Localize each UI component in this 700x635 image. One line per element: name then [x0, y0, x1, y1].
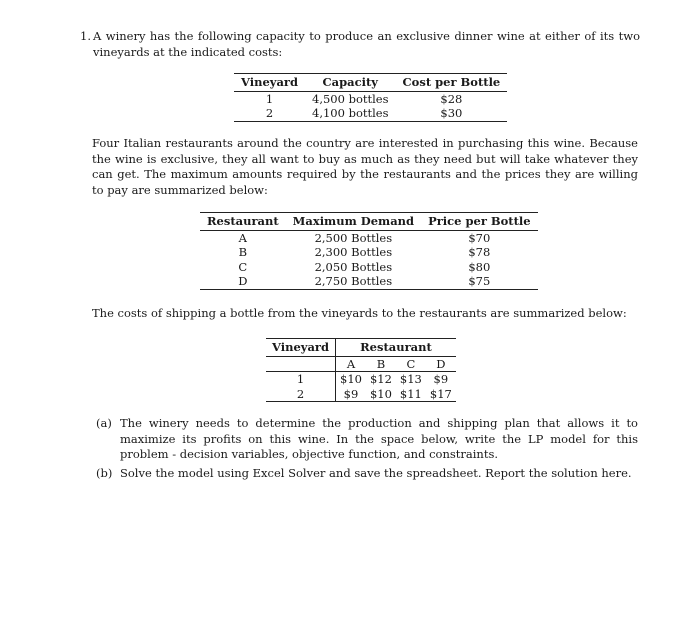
column-header: Price per Bottle: [421, 213, 538, 231]
part-label: (b): [96, 466, 113, 480]
table-cell: D: [200, 274, 286, 289]
column-header: Capacity: [305, 74, 396, 92]
table-cell: $10: [340, 372, 362, 386]
problem-number: 1.: [80, 29, 91, 43]
table-header-row: [266, 339, 456, 357]
table-cell: $78: [468, 245, 491, 259]
column-header: Restaurant: [200, 213, 286, 231]
table-cell: 2,500 Bottles: [314, 230, 393, 245]
restaurant-demand-table: [200, 212, 538, 290]
table-cell: $9: [336, 387, 366, 402]
table-header-row: [200, 213, 538, 231]
table-cell: 2: [234, 106, 305, 121]
shipping-paragraph: The costs of shipping a bottle from the vineyards to the restaurants are summarized below:: [92, 306, 627, 320]
table-cell-empty: [266, 356, 336, 372]
table-row: [234, 91, 507, 106]
problem-intro-text: A winery has the following capacity to produce an exclusive dinner wine at either of its two vineyards at the indicated costs:: [93, 29, 640, 59]
table-cell: 1: [265, 91, 274, 106]
column-header: Maximum Demand: [286, 213, 421, 231]
column-header: C: [396, 356, 426, 372]
table-cell: $13: [399, 372, 422, 386]
part-b: [96, 466, 638, 482]
table-cell: $28: [440, 91, 463, 106]
table-row: [200, 245, 538, 260]
table-row: [266, 387, 456, 402]
table-row: [200, 274, 538, 289]
vineyard-label: 2: [266, 387, 336, 402]
table-cell: $75: [421, 274, 538, 289]
table-cell: 4,500 bottles: [312, 91, 389, 106]
table-row: [200, 230, 538, 245]
restaurants-paragraph: Four Italian restaurants around the country are interested in purchasing this wine. Because the wine is exclusive, they all want to buy as much as they need but will take whatever they can get. The maximum amounts required by the restaurants and the prices they are willing to pay are summarized below:: [92, 136, 638, 197]
column-header: A: [336, 356, 366, 372]
table-cell: B: [238, 245, 248, 259]
table-row: [266, 372, 456, 387]
column-header: D: [426, 356, 456, 372]
table-cell: $9: [433, 372, 449, 386]
table-cell: A: [238, 230, 247, 245]
problem-intro: [80, 29, 640, 60]
vineyard-label: 1: [266, 372, 336, 387]
table-cell: $12: [369, 372, 392, 386]
column-header: Vineyard: [234, 74, 305, 92]
part-text: Solve the model using Excel Solver and save the spreadsheet. Report the solution here.: [120, 466, 632, 480]
table-cell: $11: [396, 387, 426, 402]
table-cell: $10: [366, 387, 396, 402]
shipping-cost-table: [266, 338, 456, 402]
part-text: The winery needs to determine the production and shipping plan that allows it to maximize its profits on this wine. In the space below, write the LP model for this problem - decision variables, objective function, and constraints.: [120, 416, 638, 461]
table-cell: C: [238, 259, 248, 274]
table-cell: 4,100 bottles: [305, 106, 396, 121]
table-cell: $30: [396, 106, 508, 121]
table-header-row: [234, 74, 507, 92]
vineyard-header: Vineyard: [266, 339, 336, 357]
vineyard-capacity-table: [234, 73, 507, 122]
table-row: [200, 260, 538, 275]
restaurant-letters-row: [266, 356, 456, 372]
table-row: [234, 106, 507, 121]
table-cell: 2,300 Bottles: [314, 245, 393, 259]
table-cell: $17: [426, 387, 456, 402]
restaurant-group-header: Restaurant: [336, 339, 456, 357]
part-label: (a): [96, 416, 112, 430]
column-header: B: [366, 356, 396, 372]
column-header: Cost per Bottle: [396, 74, 508, 92]
part-a: [96, 416, 638, 463]
table-cell: 2,050 Bottles: [314, 259, 393, 274]
table-cell: 2,750 Bottles: [286, 274, 421, 289]
table-cell: $70: [468, 230, 491, 245]
table-cell: $80: [468, 259, 491, 274]
